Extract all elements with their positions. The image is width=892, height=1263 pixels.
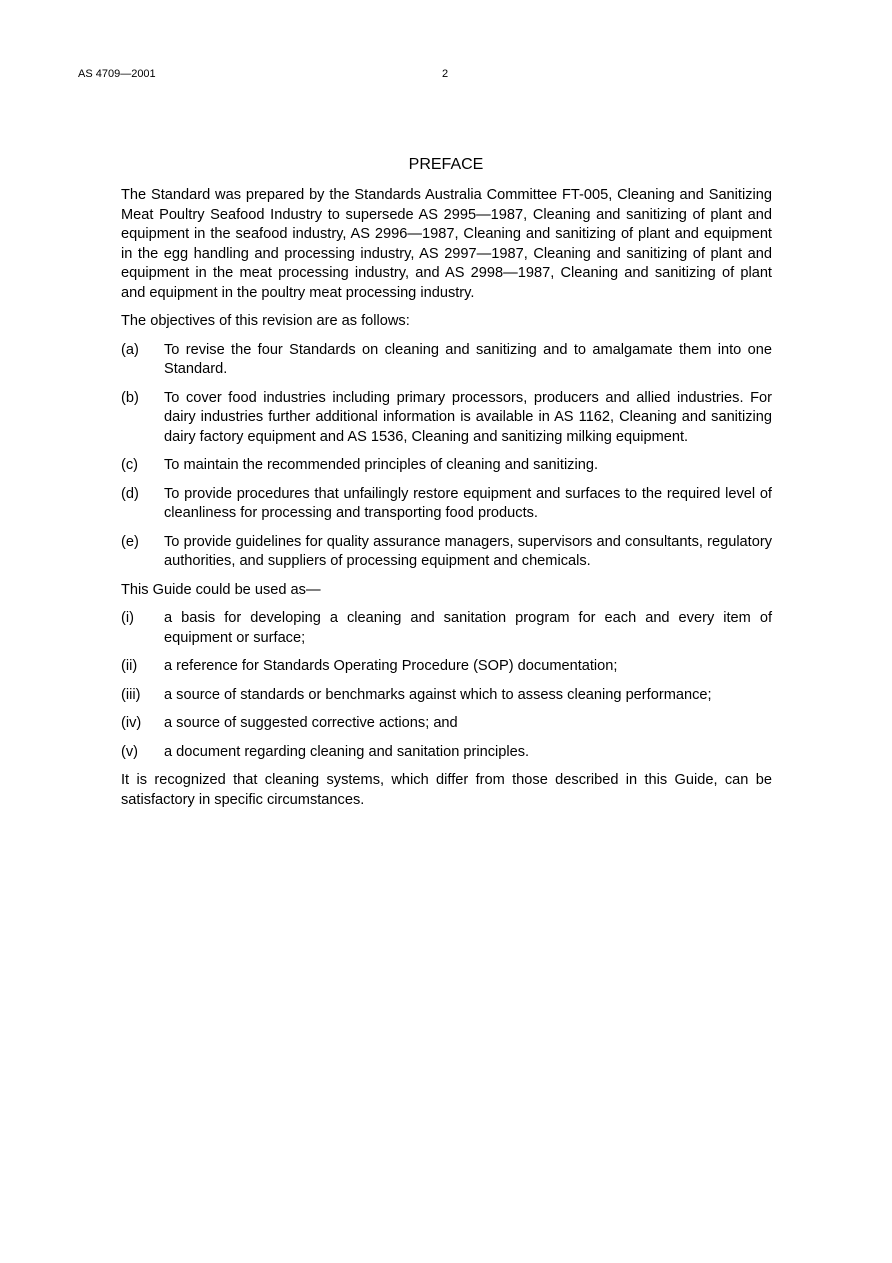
- list-item: [121, 609, 772, 648]
- list-label: (i): [121, 610, 134, 626]
- list-label: (v): [121, 743, 139, 760]
- list-item: [121, 743, 772, 763]
- document-body: [121, 186, 772, 819]
- page-number: 2: [442, 68, 449, 80]
- list-item: [121, 533, 772, 572]
- intro-paragraph: The Standard was prepared by the Standards Australia Committee FT-005, Cleaning and Sanitizing Meat Poultry Seafood Industry to supersede AS 2995—1987, Cleaning and sanitizing of plant and equipment in the seafood industry, AS 2996—1987, Cleaning and sanitizing of plant and equipment in the egg handling and processing industry, AS 2997—1987, Cleaning and sanitizing of plant and equipment in the meat processing industry, and AS 2998—1987, Cleaning and sanitizing of plant and equipment in the poultry meat processing industry.: [121, 187, 772, 301]
- document-id: AS 4709—2001: [78, 68, 156, 80]
- list-text: To provide procedures that unfailingly restore equipment and surfaces to the required level of cleanliness for processing and transporting food products.: [164, 485, 772, 521]
- list-label: (e): [121, 533, 139, 550]
- section-title: PREFACE: [408, 156, 484, 173]
- closing-paragraph: It is recognized that cleaning systems, which differ from those described in this Guide, can be satisfactory in specific circumstances.: [121, 772, 772, 808]
- list-item: [121, 389, 772, 448]
- list-label: (iii): [121, 686, 141, 703]
- list-text: a source of standards or benchmarks against which to assess cleaning performance;: [164, 686, 712, 703]
- list-item: [121, 686, 772, 706]
- objectives-intro: The objectives of this revision are as follows:: [121, 313, 410, 329]
- list-text: To cover food industries including primary processors, producers and allied industries. For dairy industries further additional information is available in AS 1162, Cleaning and sanitizing dairy factory equipment and AS 1536, Cleaning and sanitizing milking equipment.: [164, 389, 772, 445]
- list-text: To provide guidelines for quality assurance managers, supervisors and consultants, regulatory authorities, and suppliers of processing equipment and chemicals.: [164, 533, 772, 569]
- list-text: To maintain the recommended principles of cleaning and sanitizing.: [164, 457, 599, 473]
- list-text: a basis for developing a cleaning and sanitation program for each and every item of equipment or surface;: [164, 610, 772, 646]
- list-item: [121, 456, 772, 476]
- list-label: (a): [121, 341, 139, 358]
- list-item: [121, 485, 772, 524]
- list-text: a reference for Standards Operating Procedure (SOP) documentation;: [164, 658, 618, 674]
- uses-intro: This Guide could be used as—: [121, 581, 321, 598]
- list-label: (b): [121, 389, 139, 406]
- list-label: (iv): [121, 715, 142, 731]
- list-text: a document regarding cleaning and sanitation principles.: [164, 743, 530, 760]
- list-item: [121, 341, 772, 380]
- list-label: (d): [121, 485, 139, 502]
- list-label: (c): [121, 457, 139, 473]
- list-item: [121, 714, 772, 734]
- list-text: To revise the four Standards on cleaning and sanitizing and to amalgamate them into one Standard.: [164, 341, 772, 377]
- list-label: (ii): [121, 658, 138, 674]
- list-text: a source of suggested corrective actions; and: [164, 715, 458, 731]
- list-item: [121, 657, 772, 677]
